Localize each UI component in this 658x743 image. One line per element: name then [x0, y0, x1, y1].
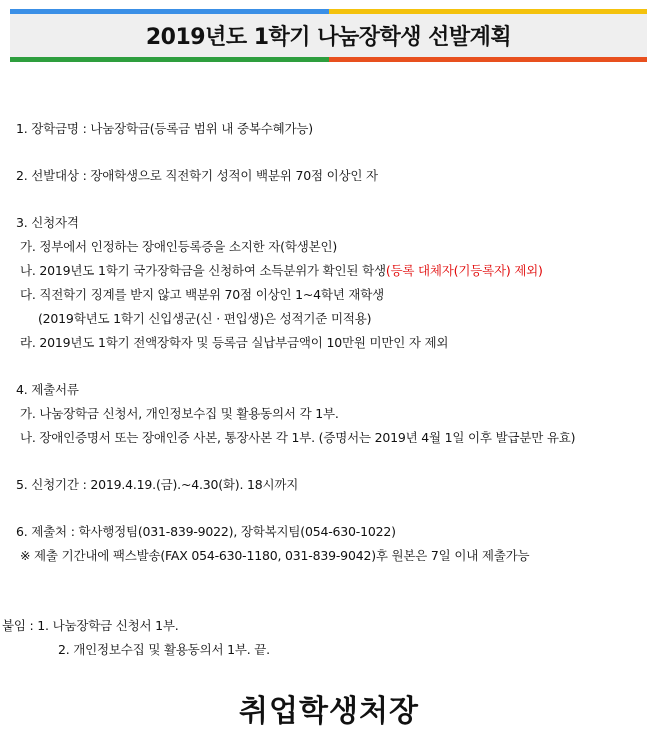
issuer-signature: 취업학생처장 [239, 694, 419, 729]
item-submission-office: 6. 제출처 : 학사행정팀(031-839-9022), 장학복지팀(054-630-1022) [16, 524, 396, 539]
title-box [10, 14, 647, 57]
eligibility-a: 가. 정부에서 인정하는 장애인등록증을 소지한 자(학생본인) [20, 239, 337, 254]
eligibility-c-note: (2019학년도 1학기 신입생군(신 · 편입생)은 성적기준 미적용) [38, 311, 372, 326]
item-scholarship-name: 1. 장학금명 : 나눔장학금(등록금 범위 내 중복수혜가능) [16, 121, 313, 136]
item-target: 2. 선발대상 : 장애학생으로 직전학기 성적이 백분위 70점 이상인 자 [16, 168, 378, 183]
item-documents-heading: 4. 제출서류 [16, 382, 79, 397]
bottom-bar-orange [329, 57, 648, 62]
page-title: 2019년도 1학기 나눔장학생 선발계획 [145, 25, 512, 50]
eligibility-d: 라. 2019년도 1학기 전액장학자 및 등록금 실납부금액이 10만원 미만인 자 제외 [20, 335, 449, 350]
eligibility-b [16, 259, 652, 283]
eligibility-b-exception: (등록 대체자(기등록자) 제외) [385, 263, 543, 278]
document-body [2, 117, 652, 662]
attachments-line-2: 2. 개인정보수집 및 활용동의서 1부. 끝. [58, 642, 270, 657]
item-application-period: 5. 신청기간 : 2019.4.19.(금).~4.30(화). 18시까지 [16, 477, 299, 492]
eligibility-c: 다. 직전학기 징계를 받지 않고 백분위 70점 이상인 1~4학년 재학생 [20, 287, 385, 302]
attachments-line-1: 붙임 : 1. 나눔장학금 신청서 1부. [2, 618, 179, 633]
documents-a: 가. 나눔장학금 신청서, 개인정보수집 및 활용동의서 각 1부. [20, 406, 339, 421]
bottom-color-bar [10, 57, 647, 62]
bottom-bar-green [10, 57, 329, 62]
submission-note: ※ 제출 기간내에 팩스발송(FAX 054-630-1180, 031-839-9042)후 원본은 7일 이내 제출가능 [20, 548, 530, 563]
eligibility-b-text: 나. 2019년도 1학기 국가장학금을 신청하여 소득분위가 확인된 학생 [20, 263, 386, 278]
documents-b: 나. 장애인증명서 또는 장애인증 사본, 통장사본 각 1부. (증명서는 2019년 4월 1일 이후 발급분만 유효) [20, 430, 576, 445]
item-eligibility-heading: 3. 신청자격 [16, 215, 79, 230]
